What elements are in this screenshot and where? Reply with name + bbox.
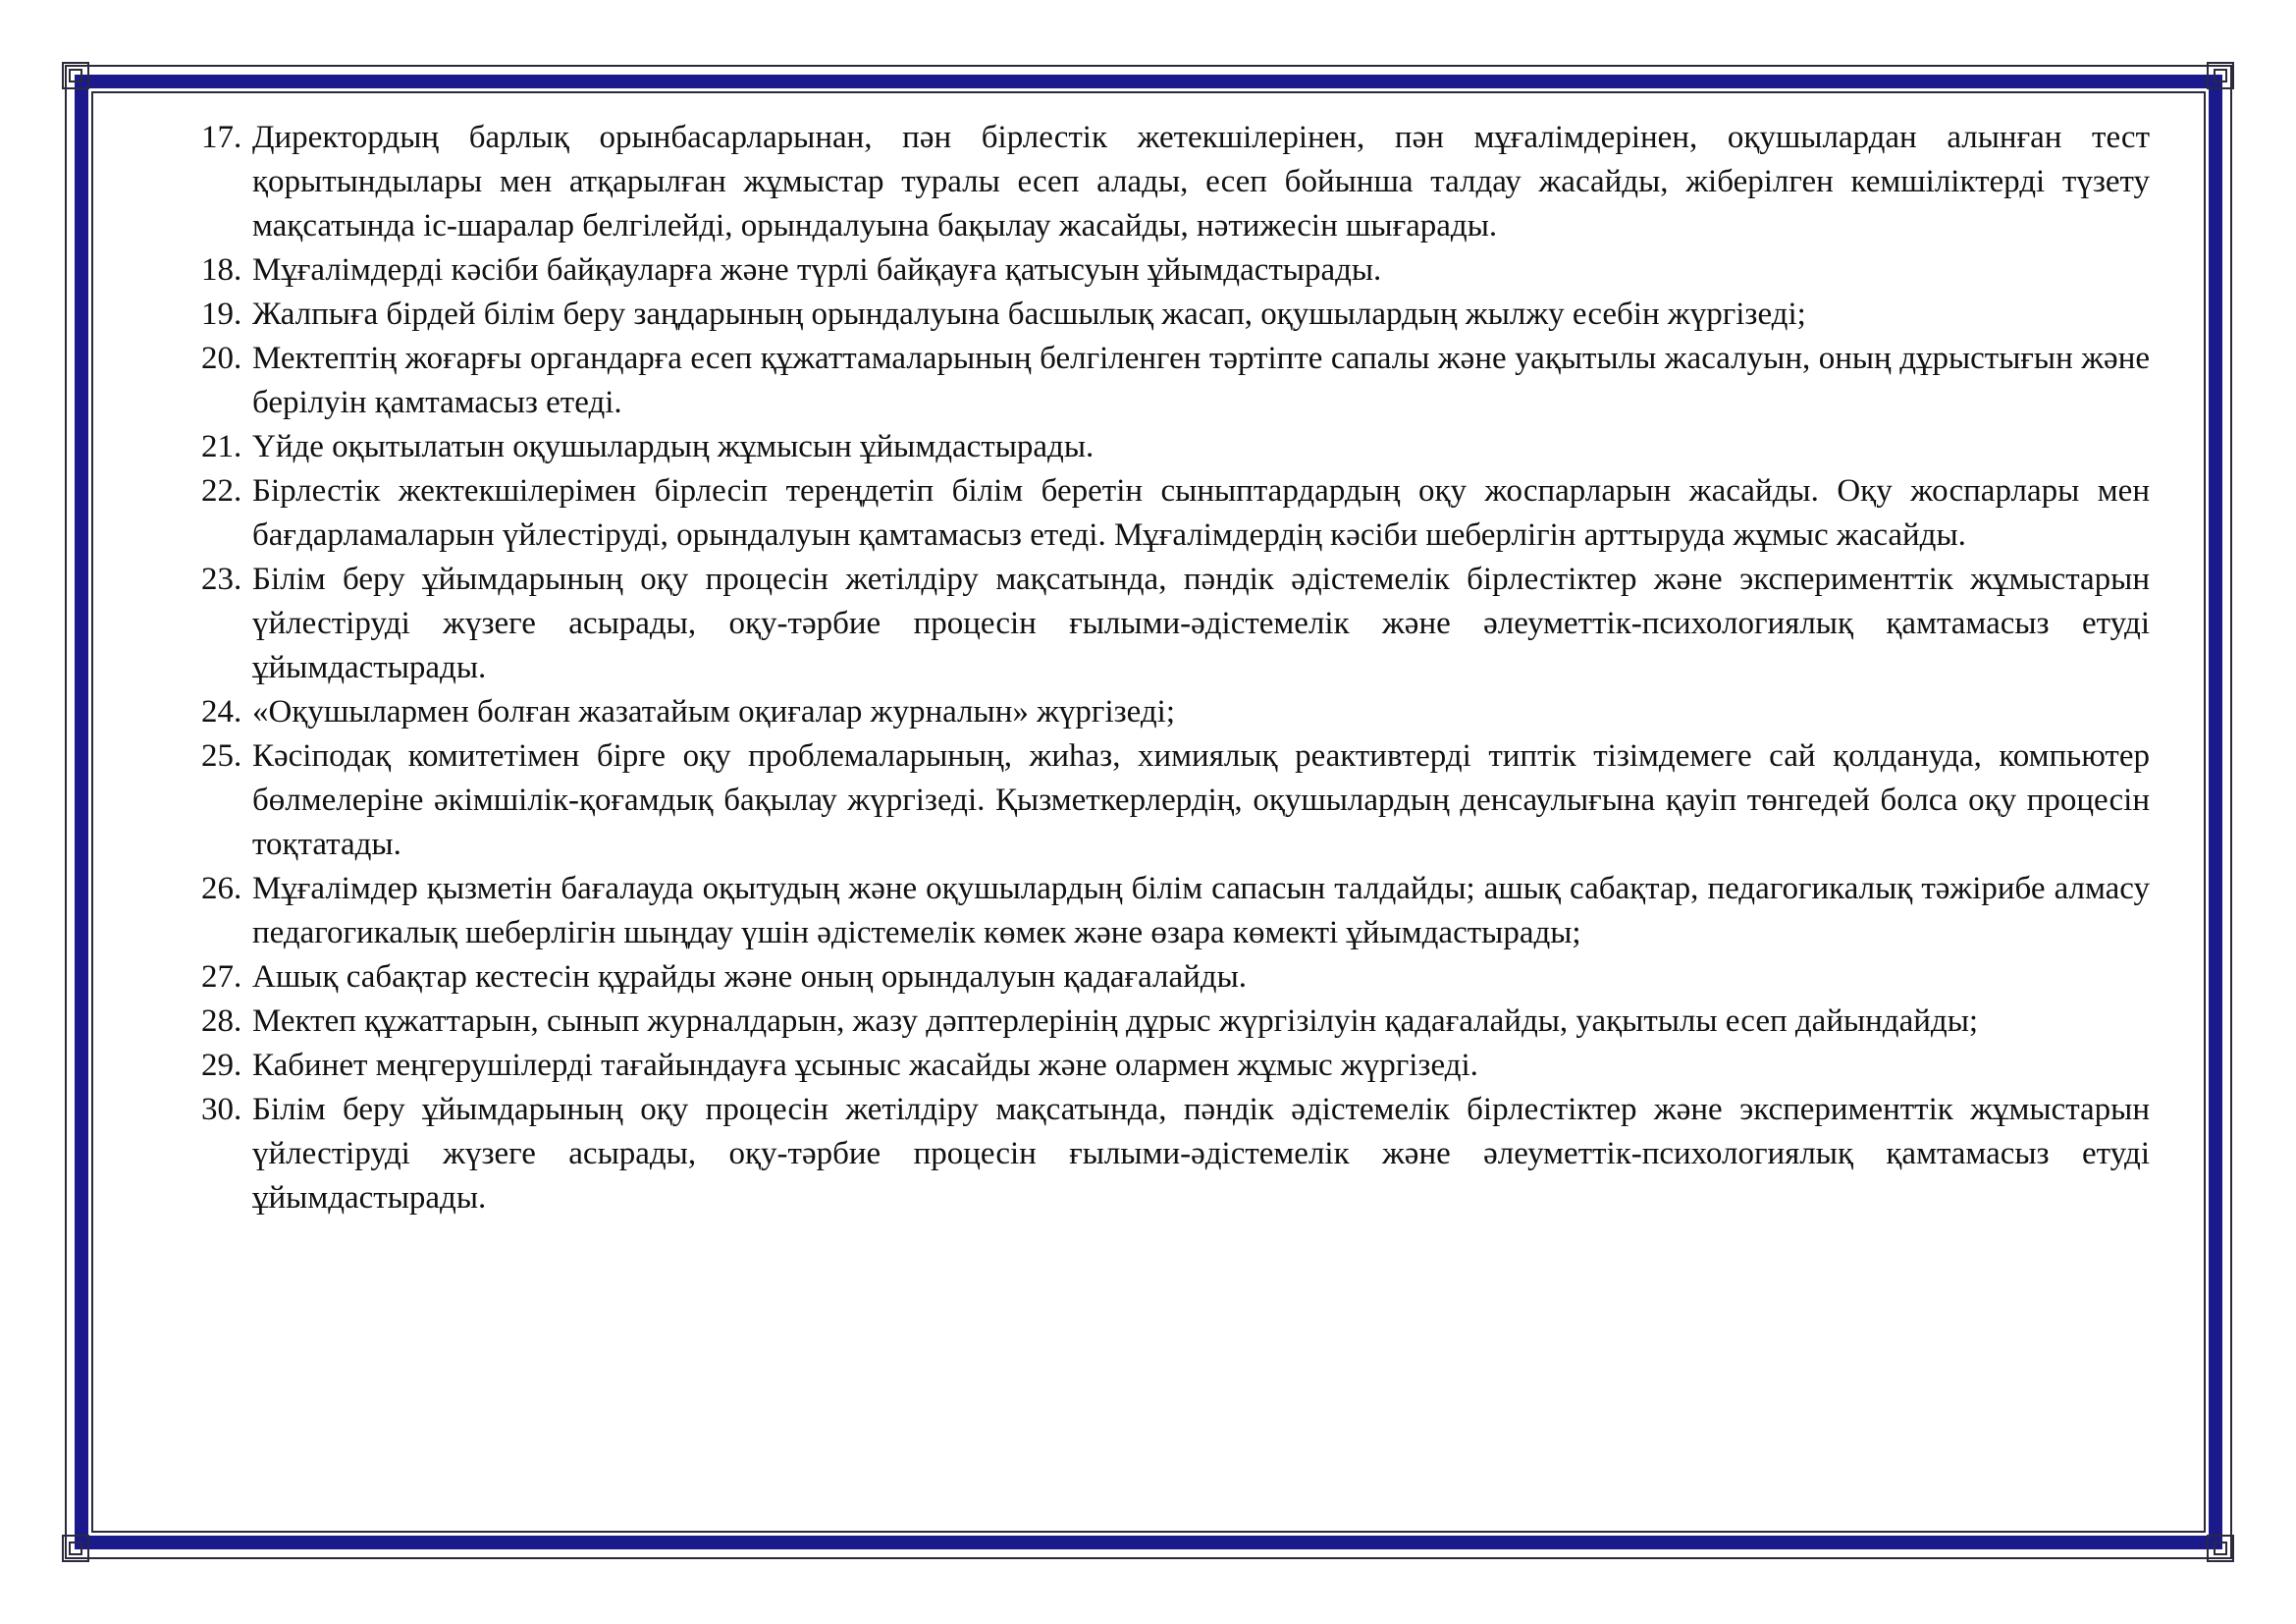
list-item <box>201 734 2150 867</box>
corner-ornament-bottom-left <box>61 1534 90 1563</box>
item-text: Кабинет меңгерушілерді тағайындауға ұсыныс жасайды және олармен жұмыс жүргізеді. <box>252 1048 1478 1083</box>
duties-list <box>201 116 2150 1220</box>
item-text: Мұғалімдер қызметін бағалауда оқытудың және оқушылардың білім сапасын талдайды; ашық сабақтар, педагогикалық тәжірибе алмасу педагогикалық шеберлігін шыңдау үшін әдістемелік көмек және өзара көмекті ұйымдастырады; <box>252 871 2150 950</box>
item-number: 21. <box>201 429 242 464</box>
item-number: 19. <box>201 297 242 332</box>
item-number: 18. <box>201 252 242 288</box>
list-item <box>201 1000 2150 1044</box>
item-text: Үйде оқытылатын оқушылардың жұмысын ұйымдастырады. <box>252 429 1095 464</box>
list-item <box>201 1088 2150 1220</box>
list-item <box>201 1044 2150 1088</box>
item-text: Мектептің жоғарғы органдарға есеп құжаттамаларының белгіленген тәртіпте сапалы және уақытылы жасалуын, оның дұрыстығын және берілуін қамтамасыз етеді. <box>252 341 2150 420</box>
item-number: 26. <box>201 871 242 906</box>
list-item <box>201 337 2150 425</box>
corner-ornament-top-right <box>2206 61 2235 90</box>
item-text: Ашық сабақтар кестесін құрайды және оның орындалуын қадағалайды. <box>252 959 1248 995</box>
item-number: 29. <box>201 1048 242 1083</box>
list-item <box>201 469 2150 558</box>
item-number: 27. <box>201 959 242 995</box>
list-item <box>201 425 2150 469</box>
item-number: 20. <box>201 341 242 376</box>
item-number: 25. <box>201 738 242 774</box>
list-item <box>201 116 2150 248</box>
list-item <box>201 558 2150 690</box>
item-text: Мектеп құжаттарын, сынып журналдарын, жазу дәптерлерінің дұрыс жүргізілуін қадағалайды, уақытылы есеп дайындайды; <box>252 1003 1979 1039</box>
item-text: Мұғалімдерді кәсіби байқауларға және түрлі байқауға қатысуын ұйымдастырады. <box>252 252 1382 288</box>
corner-ornament-top-left <box>61 61 90 90</box>
item-number: 17. <box>201 120 242 155</box>
list-item <box>201 955 2150 1000</box>
item-number: 30. <box>201 1092 242 1127</box>
item-text: «Оқушылармен болған жазатайым оқиғалар журналын» жүргізеді; <box>252 694 1175 730</box>
item-text: Жалпыға бірдей білім беру заңдарының орындалуына басшылық жасап, оқушылардың жылжу есебін жүргізеді; <box>252 297 1806 332</box>
corner-ornament-bottom-right <box>2206 1534 2235 1563</box>
item-number: 28. <box>201 1003 242 1039</box>
list-item <box>201 248 2150 293</box>
item-number: 22. <box>201 473 242 509</box>
item-text: Білім беру ұйымдарының оқу процесін жетілдіру мақсатында, пәндік әдістемелік бірлестіктер және эксперименттік жұмыстарын үйлестіруді жүзеге асырады, оқу-тәрбие процесін ғылыми-әдістемелік және әлеуметтік-психологиялық қамтамасыз етуді ұйымдастырады. <box>252 562 2150 685</box>
item-number: 23. <box>201 562 242 597</box>
list-item <box>201 867 2150 955</box>
list-item <box>201 690 2150 734</box>
item-text: Білім беру ұйымдарының оқу процесін жетілдіру мақсатында, пәндік әдістемелік бірлестіктер және эксперименттік жұмыстарын үйлестіруді жүзеге асырады, оқу-тәрбие процесін ғылыми-әдістемелік және әлеуметтік-психологиялық қамтамасыз етуді ұйымдастырады. <box>252 1092 2150 1216</box>
item-text: Директордың барлық орынбасарларынан, пән бірлестік жетекшілерінен, пән мұғалімдерінен, оқушылардан алынған тест қорытындылары мен атқарылған жұмыстар туралы есеп алады, есеп бойынша талдау жасайды, жіберілген кемшіліктерді түзету мақсатында іс-шаралар белгілейді, орындалуына бақылау жасайды, нәтижесін шығарады. <box>252 120 2150 244</box>
item-text: Кәсіподақ комитетімен бірге оқу проблемаларының, жиһаз, химиялық реактивтерді типтік тізімдемеге сай қолдануда, компьютер бөлмелеріне әкімшілік-қоғамдық бақылау жүргізеді. Қызметкерлердің, оқушылардың денсаулығына қауіп төнгедей болса оқу процесін тоқтатады. <box>252 738 2150 862</box>
item-number: 24. <box>201 694 242 730</box>
list-item <box>201 293 2150 337</box>
item-text: Бірлестік жектекшілерімен бірлесіп тереңдетіп білім беретін сыныптардардың оқу жоспарларын жасайды. Оқу жоспарлары мен бағдарламаларын үйлестіруді, орындалуын қамтамасыз етеді. Мұғалімдердің кәсіби шеберлігін арттыруда жұмыс жасайды. <box>252 473 2150 553</box>
